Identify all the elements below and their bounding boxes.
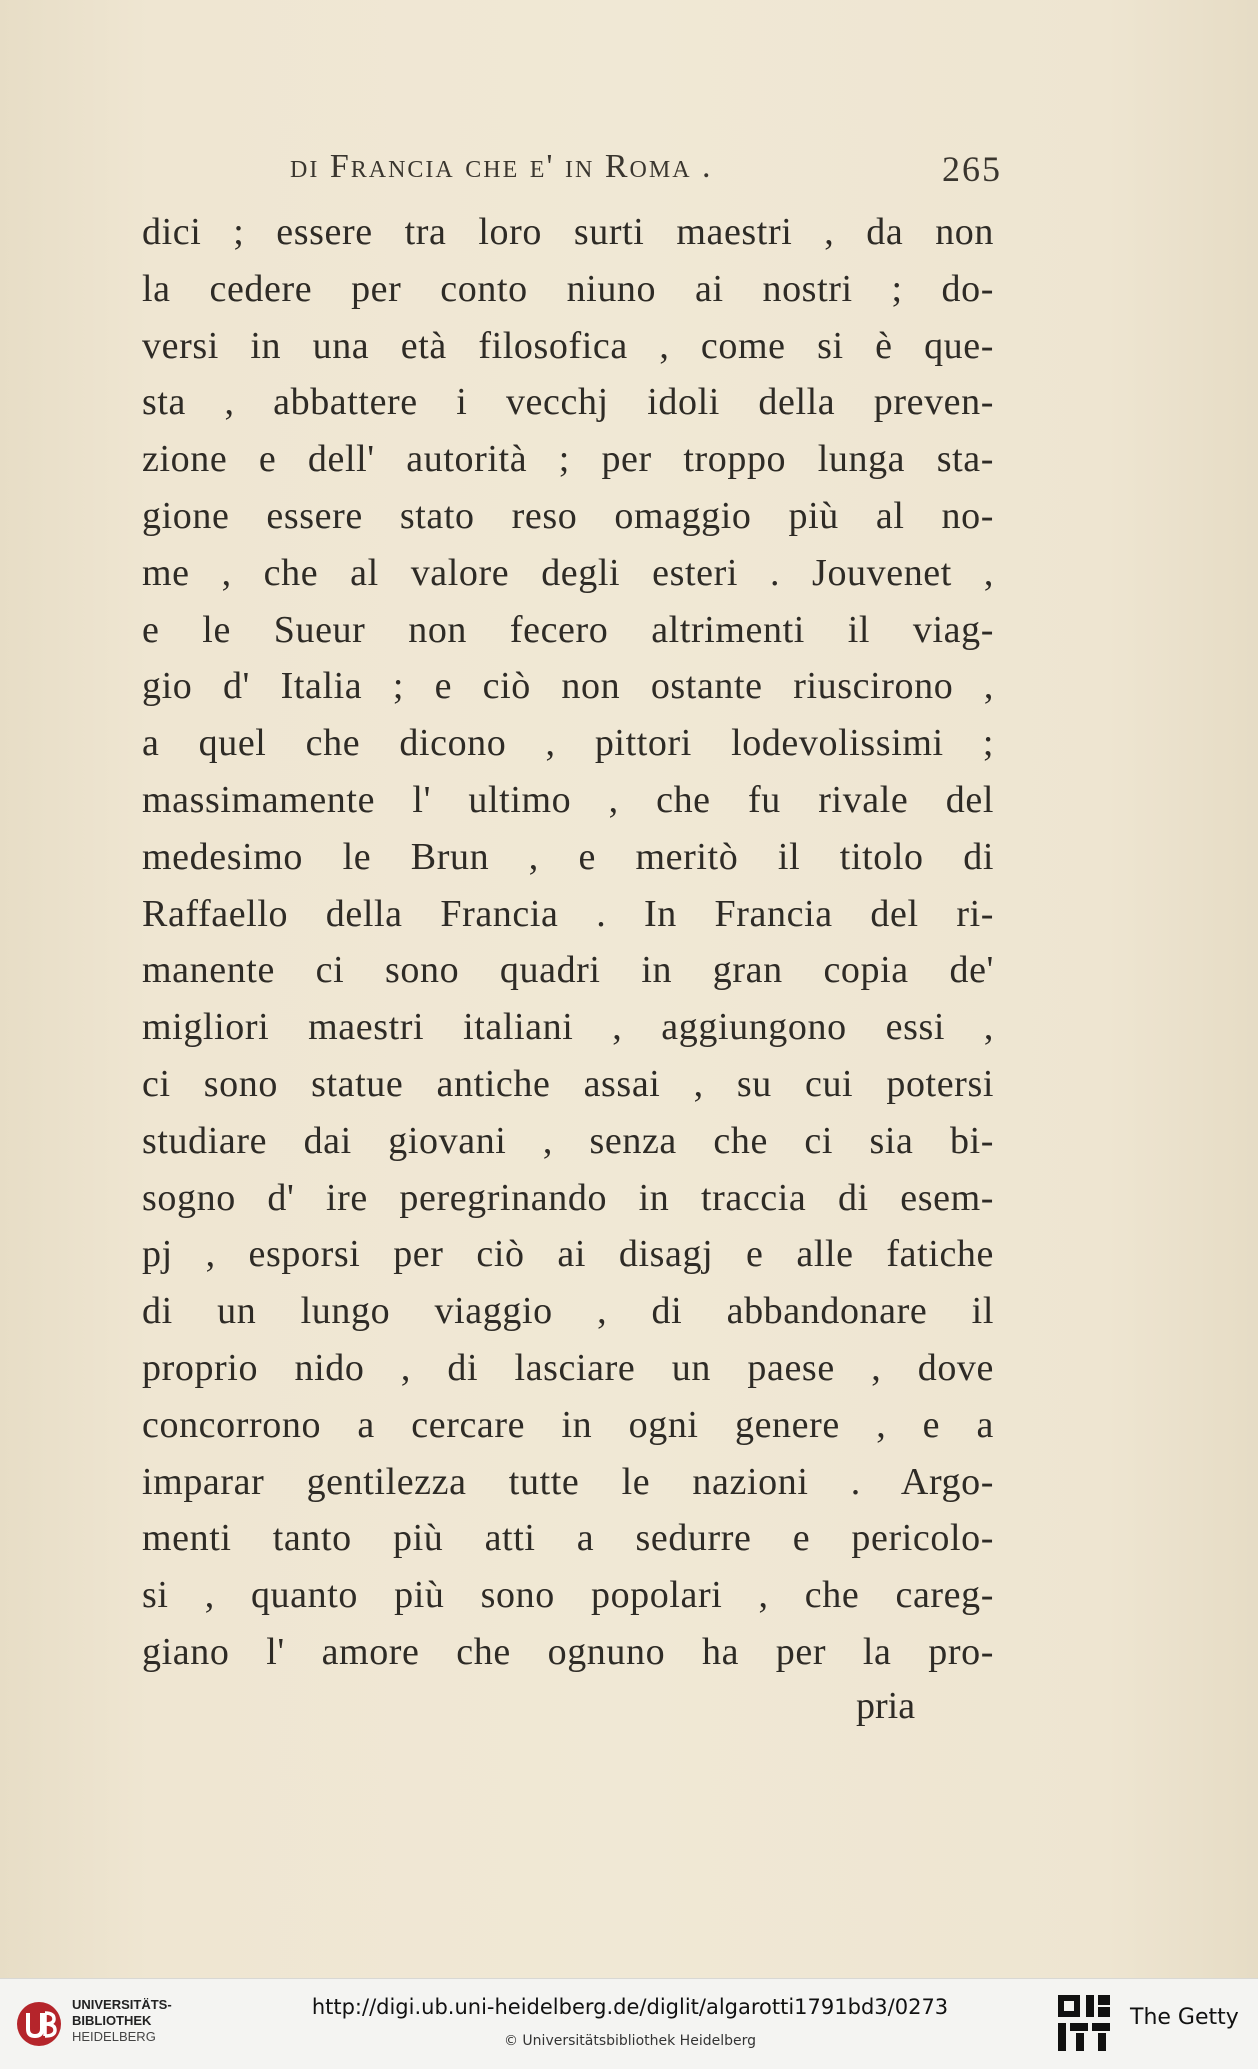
getty-label: The Getty bbox=[1130, 2005, 1239, 2030]
text-line: sta , abbattere i vecchj idoli della preven- bbox=[142, 381, 994, 424]
text-line: a quel che dicono , pittori lodevolissimi ; bbox=[142, 722, 994, 765]
text-line: medesimo le Brun , e meritò il titolo di bbox=[142, 835, 994, 878]
library-name bbox=[72, 1997, 172, 2045]
text-line: imparar gentilezza tutte le nazioni . Argo- bbox=[142, 1460, 994, 1503]
text-line: pj , esporsi per ciò ai disagj e alle fatiche bbox=[142, 1233, 994, 1276]
text-line: manente ci sono quadri in gran copia de' bbox=[142, 949, 994, 992]
text-line: gione essere stato reso omaggio più al no- bbox=[142, 494, 994, 537]
library-name-line2: BIBLIOTHEK bbox=[72, 2013, 152, 2028]
page-number: 265 bbox=[942, 149, 1002, 189]
library-logo[interactable] bbox=[14, 1993, 284, 2053]
text-line: migliori maestri italiani , aggiungono essi , bbox=[142, 1006, 994, 1049]
text-line: me , che al valore degli esteri . Jouvenet , bbox=[142, 551, 994, 594]
text-line: dici ; essere tra loro surti maestri , da non bbox=[142, 211, 994, 253]
text-line: e le Sueur non fecero altrimenti il viag- bbox=[142, 608, 994, 651]
text-line: proprio nido , di lasciare un paese , dove bbox=[142, 1346, 994, 1389]
text-line: menti tanto più atti a sedurre e pericolo- bbox=[142, 1517, 994, 1560]
text-line: versi in una età filosofica , come si è que- bbox=[142, 324, 994, 367]
catchword: pria bbox=[856, 1685, 916, 1727]
text-line: studiare dai giovani , senza che ci sia bi- bbox=[142, 1119, 994, 1162]
text-line: concorrono a cercare in ogni genere , e a bbox=[142, 1403, 994, 1446]
running-head bbox=[290, 148, 1050, 188]
text-line: di un lungo viaggio , di abbandonare il bbox=[142, 1290, 994, 1333]
getty-logo-icon[interactable] bbox=[1056, 1993, 1112, 2055]
library-name-line3: HEIDELBERG bbox=[72, 2029, 156, 2044]
library-name-line1: UNIVERSITÄTS- bbox=[72, 1997, 172, 2012]
permalink-url[interactable]: http://digi.ub.uni-heidelberg.de/diglit/algarotti1791bd3/0273 bbox=[311, 1995, 949, 2019]
footer-bar bbox=[0, 1978, 1258, 2069]
text-line: giano l' amore che ognuno ha per la pro- bbox=[142, 1630, 994, 1673]
body-text bbox=[142, 204, 994, 1734]
text-line: zione e dell' autorità ; per troppo lunga sta- bbox=[142, 438, 994, 481]
text-line: si , quanto più sono popolari , che careg- bbox=[142, 1574, 994, 1617]
text-line: sogno d' ire peregrinando in traccia di esem- bbox=[142, 1176, 994, 1219]
text-line: Raffaello della Francia . In Francia del ri- bbox=[142, 892, 994, 935]
text-line: ci sono statue antiche assai , su cui potersi bbox=[142, 1062, 994, 1105]
ub-heidelberg-logo-icon bbox=[14, 1999, 64, 2049]
copyright-notice: © Universitätsbibliothek Heidelberg bbox=[503, 2033, 756, 2049]
text-line: gio d' Italia ; e ciò non ostante riuscirono , bbox=[142, 665, 994, 708]
running-head-title: di Francia che e' in Roma . bbox=[290, 148, 713, 185]
text-line: la cedere per conto niuno ai nostri ; do- bbox=[142, 267, 994, 310]
text-line: massimamente l' ultimo , che fu rivale del bbox=[142, 778, 994, 821]
